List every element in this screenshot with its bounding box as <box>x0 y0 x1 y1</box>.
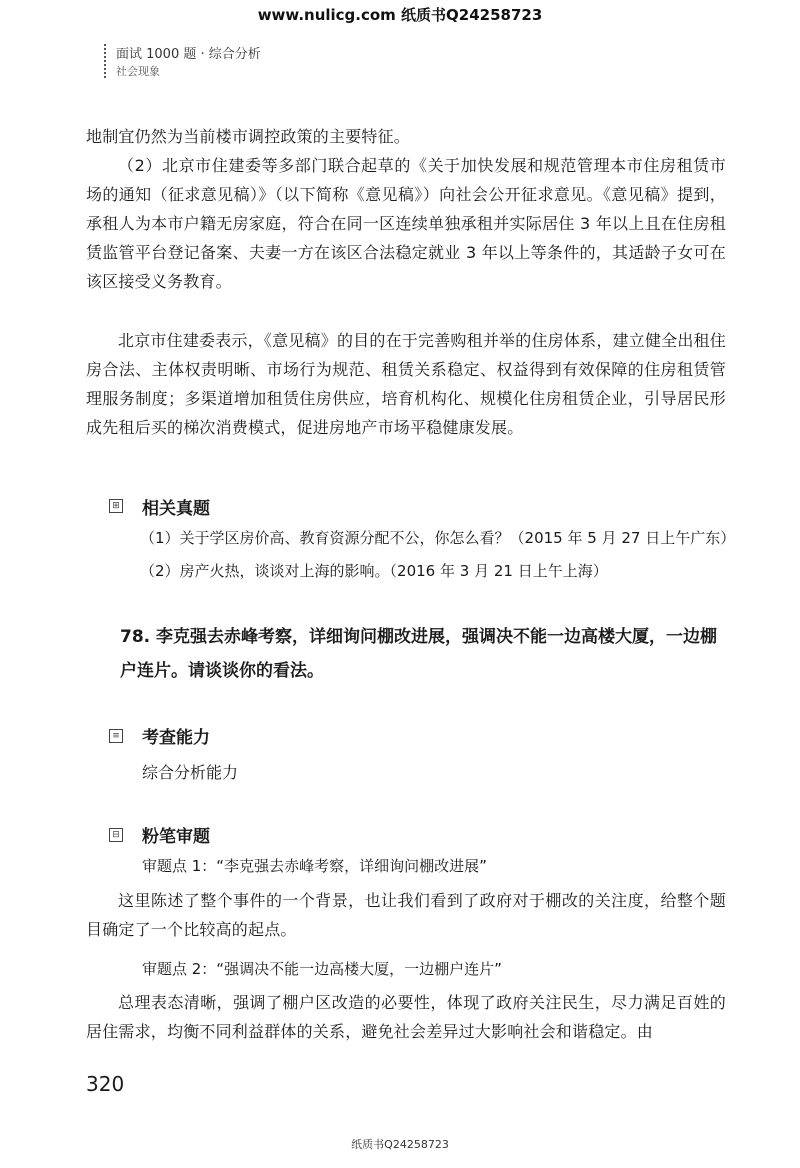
top-watermark: www.nulicg.com 纸质书Q24258723 <box>257 6 543 24</box>
paragraph-continued: 地制宜仍然为当前楼市调控政策的主要特征。 <box>86 127 411 146</box>
review-point-1-text: 这里陈述了整个事件的一个背景，也让我们看到了政府对于棚改的关注度，给整个题目确定了一个比较高的起点。 <box>86 891 726 939</box>
document-icon: ⊞ <box>109 499 123 513</box>
header-divider <box>104 44 108 78</box>
running-header-subtitle: 社会现象 <box>116 65 160 78</box>
bottom-watermark: 纸质书Q24258723 <box>351 1138 449 1151</box>
paragraph-beijing-statement: 北京市住建委表示，《意见稿》的目的在于完善购租并举的住房体系，建立健全出租住房合法、主体权责明晰、市场行为规范、租赁关系稳定、权益得到有效保障的住房租赁管理服务制度；多渠道增加租赁住房供应，培育机构化、规模化住房租赁企业，引导居民形成先租后买的梯次消费模式，促进房地产市场平稳健康发展。 <box>86 331 726 437</box>
question-78: 78. 李克强去赤峰考察，详细询问棚改进展，强调决不能一边高楼大厦，一边棚户连片。请谈谈你的看法。 <box>120 627 718 681</box>
review-point-1-label: 审题点 1：“李克强去赤峰考察，详细询问棚改进展” <box>142 857 487 875</box>
review-section-title: 粉笔审题 <box>142 827 210 847</box>
related-question-2: （2）房产火热，谈谈对上海的影响。（2016 年 3 月 21 日上午上海） <box>140 562 608 580</box>
ability-section-title: 考查能力 <box>142 728 210 748</box>
review-point-2-text: 总理表态清晰，强调了棚户区改造的必要性，体现了政府关注民生，尽力满足百姓的居住需求，均衡不同利益群体的关系，避免社会差异过大影响社会和谐稳定。由 <box>86 993 726 1041</box>
ability-value: 综合分析能力 <box>142 763 239 782</box>
review-point-2-label: 审题点 2：“强调决不能一边高楼大厦，一边棚户连片” <box>142 960 502 978</box>
paragraph-beijing-notice: （2）北京市住建委等多部门联合起草的《关于加快发展和规范管理本市住房租赁市场的通知（征求意见稿）》（以下简称《意见稿》）向社会公开征求意见。《意见稿》提到，承租人为本市户籍无房家庭，符合在同一区连续单独承租并实际居住 3 年以上且在住房租赁监管平台登记备案、夫妻一方在该区合法稳定就业 3 年以上等条件的，其适龄子女可在该区接受义务教育。 <box>86 156 726 291</box>
page-number: 320 <box>86 1072 125 1096</box>
review-icon: ⊟ <box>109 828 123 842</box>
related-question-1: （1）关于学区房价高、教育资源分配不公，你怎么看？（2015 年 5 月 27 日上午广东） <box>140 529 736 547</box>
running-header-title: 面试 1000 题 · 综合分析 <box>116 47 261 62</box>
related-section-title: 相关真题 <box>142 499 210 519</box>
ability-icon: ≡ <box>109 729 123 743</box>
